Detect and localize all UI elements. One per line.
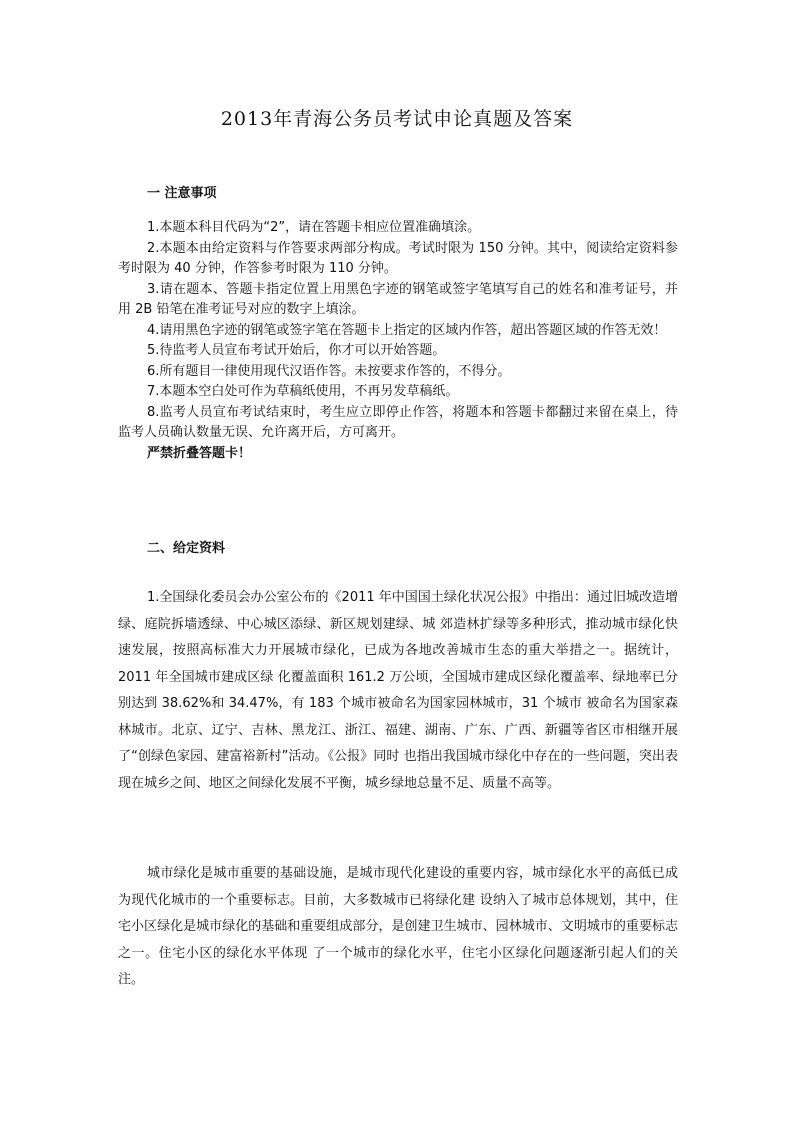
material-paragraph-2 <box>118 861 678 994</box>
note-item: 5.待监考人员宣布考试开始后，你才可以开始答题。 <box>147 343 446 358</box>
material-paragraph-1 <box>118 585 678 797</box>
document-title: 2013年青海公务员考试申论真题及答案 <box>220 108 574 130</box>
note-item: 3.请在题本、答题卡指定位置上用黑色字迹的钢笔或签字笔填写自己的姓名和准考证号，并用 2B 铅笔在准考证号对应的数字上填涂。 <box>118 281 678 317</box>
notes-list <box>118 218 678 464</box>
section-heading-materials: 二、给定资料 <box>147 541 226 556</box>
note-item: 2.本题本由给定资料与作答要求两部分构成。考试时限为 150 分钟。其中，阅读给定资料参考时限为 40 分钟，作答参考时限为 110 分钟。 <box>118 240 678 276</box>
note-item: 8.监考人员宣布考试结束时，考生应立即停止作答，将题本和答题卡都翻过来留在桌上，待监考人员确认数量无误、允许离开后，方可离开。 <box>118 404 678 440</box>
note-item: 6.所有题目一律使用现代汉语作答。未按要求作答的，不得分。 <box>147 363 511 379</box>
paragraph-text: 1.全国绿化委员会办公室公布的《2011 年中国国土绿化状况公报》中指出：通过旧城改造增绿、庭院拆墙透绿、中心城区添绿、新区规划建绿、城 郊造林扩绿等多种形式，推动城市绿化快速发展，按照高标准大力开展城市绿化，已成为各地改善城市生态的重大举措之一。据统计，2011 年全国城市建成区绿 化覆盖面积 161.2 万公顷，全国城市建成区绿化覆盖率、绿地率已分别达到 38.62%和 34.47%，有 183 个城市被命名为国家园林城市，31 个城市 被命名为国家森林城市。北京、辽宁、吉林、黑龙江、浙江、福建、湖南、广东、广西、新疆等省区市相继开展了“创绿色家园、建富裕新村”活动。《公报》同时 也指出我国城市绿化中存在的一些问题，突出表现在城乡之间、地区之间绿化发展不平衡，城乡绿地总量不足、质量不高等。 <box>118 590 678 791</box>
fold-warning: 严禁折叠答题卡！ <box>147 445 252 461</box>
section-heading-notes: 一 注意事项 <box>147 186 217 201</box>
note-item: 1.本题本科目代码为“2”，请在答题卡相应位置准确填涂。 <box>147 220 481 235</box>
note-item: 7.本题本空白处可作为草稿纸使用，不再另发草稿纸。 <box>147 384 459 399</box>
paragraph-text: 城市绿化是城市重要的基础设施，是城市现代化建设的重要内容，城市绿化水平的高低已成为现代化城市的一个重要标志。目前，大多数城市已将绿化建 设纳入了城市总体规划，其中，住宅小区绿化是城市绿化的基础和重要组成部分，是创建卫生城市、园林城市、文明城市的重要标志之一。住宅小区的绿化水平体现 了一个城市的绿化水平，住宅小区绿化问题逐渐引起人们的关注。 <box>118 866 678 987</box>
note-item: 4.请用黑色字迹的钢笔或签字笔在答题卡上指定的区域内作答，超出答题区域的作答无效！ <box>147 322 667 338</box>
